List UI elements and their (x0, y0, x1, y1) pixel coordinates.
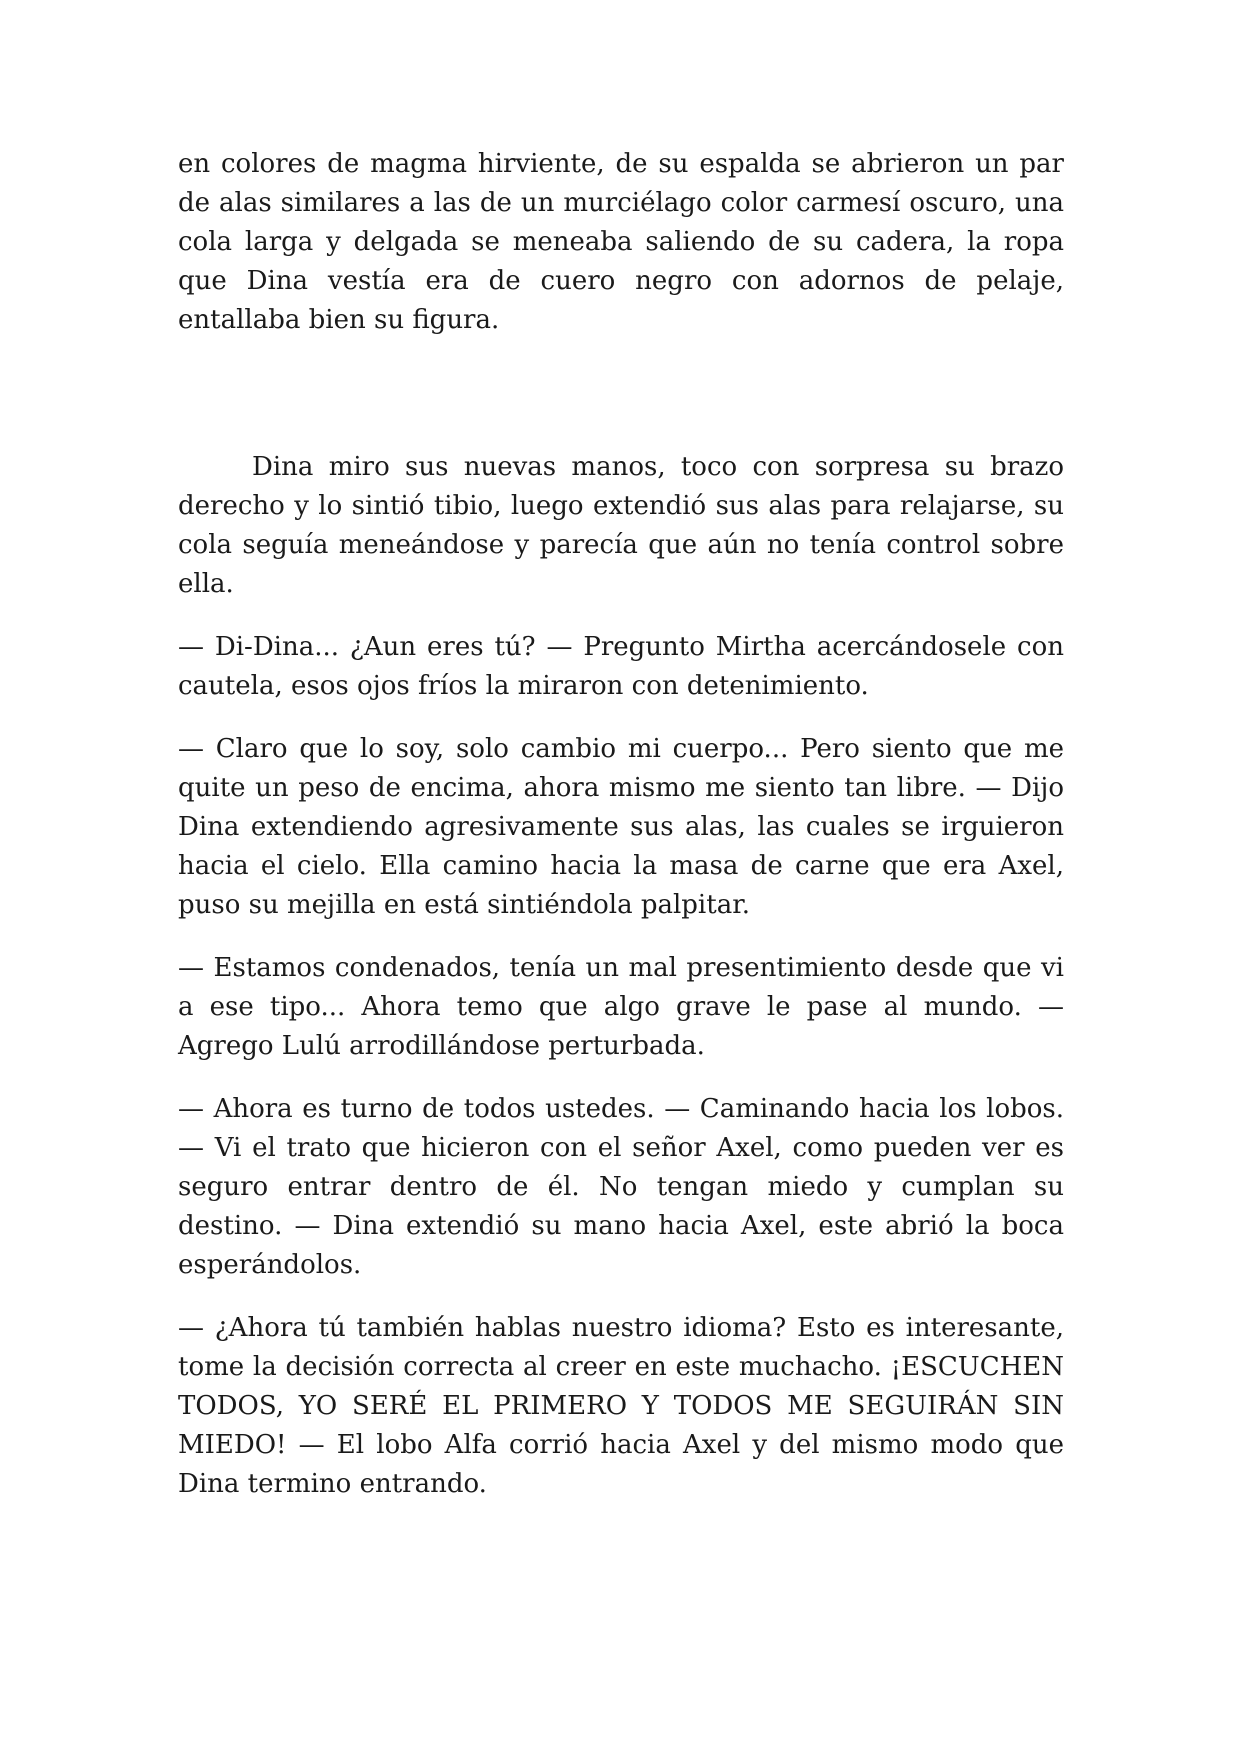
body-text (178, 145, 1064, 1504)
paragraph-3: — Di-Dina... ¿Aun eres tú? — Pregunto Mirtha acercándosele con cautela, esos ojos fríos la miraron con detenimiento. (178, 632, 1064, 701)
paragraph-2: Dina miro sus nuevas manos, toco con sorpresa su brazo derecho y lo sintió tibio, luego extendió sus alas para relajarse, su cola seguía meneándose y parecía que aún no tenía control sobre ella. (178, 452, 1064, 599)
paragraph-6: — Ahora es turno de todos ustedes. — Caminando hacia los lobos. — Vi el trato que hicieron con el señor Axel, como pueden ver es seguro entrar dentro de él. No tengan miedo y cumplan su destino. — Dina extendió su mano hacia Axel, este abrió la boca esperándolos. (178, 1094, 1064, 1280)
paragraph-1: en colores de magma hirviente, de su espalda se abrieron un par de alas similares a las de un murciélago color carmesí oscuro, una cola larga y delgada se meneaba saliendo de su cadera, la ropa que Dina vestía era de cuero negro con adornos de pelaje, entallaba bien su figura. (178, 149, 1064, 335)
paragraph-5: — Estamos condenados, tenía un mal presentimiento desde que vi a ese tipo... Ahora temo que algo grave le pase al mundo. — Agrego Lulú arrodillándose perturbada. (178, 953, 1064, 1061)
paragraph-7: — ¿Ahora tú también hablas nuestro idioma? Esto es interesante, tome la decisión correcta al creer en este muchacho. ¡ESCUCHEN TODOS, YO SERÉ EL PRIMERO Y TODOS ME SEGUIRÁN SIN MIEDO! — El lobo Alfa corrió hacia Axel y del mismo modo que Dina termino entrando. (178, 1313, 1064, 1499)
paragraph-4: — Claro que lo soy, solo cambio mi cuerpo... Pero siento que me quite un peso de encima, ahora mismo me siento tan libre. — Dijo Dina extendiendo agresivamente sus alas, las cuales se irguieron hacia el cielo. Ella camino hacia la masa de carne que era Axel, puso su mejilla en está sintiéndola palpitar. (178, 734, 1064, 920)
